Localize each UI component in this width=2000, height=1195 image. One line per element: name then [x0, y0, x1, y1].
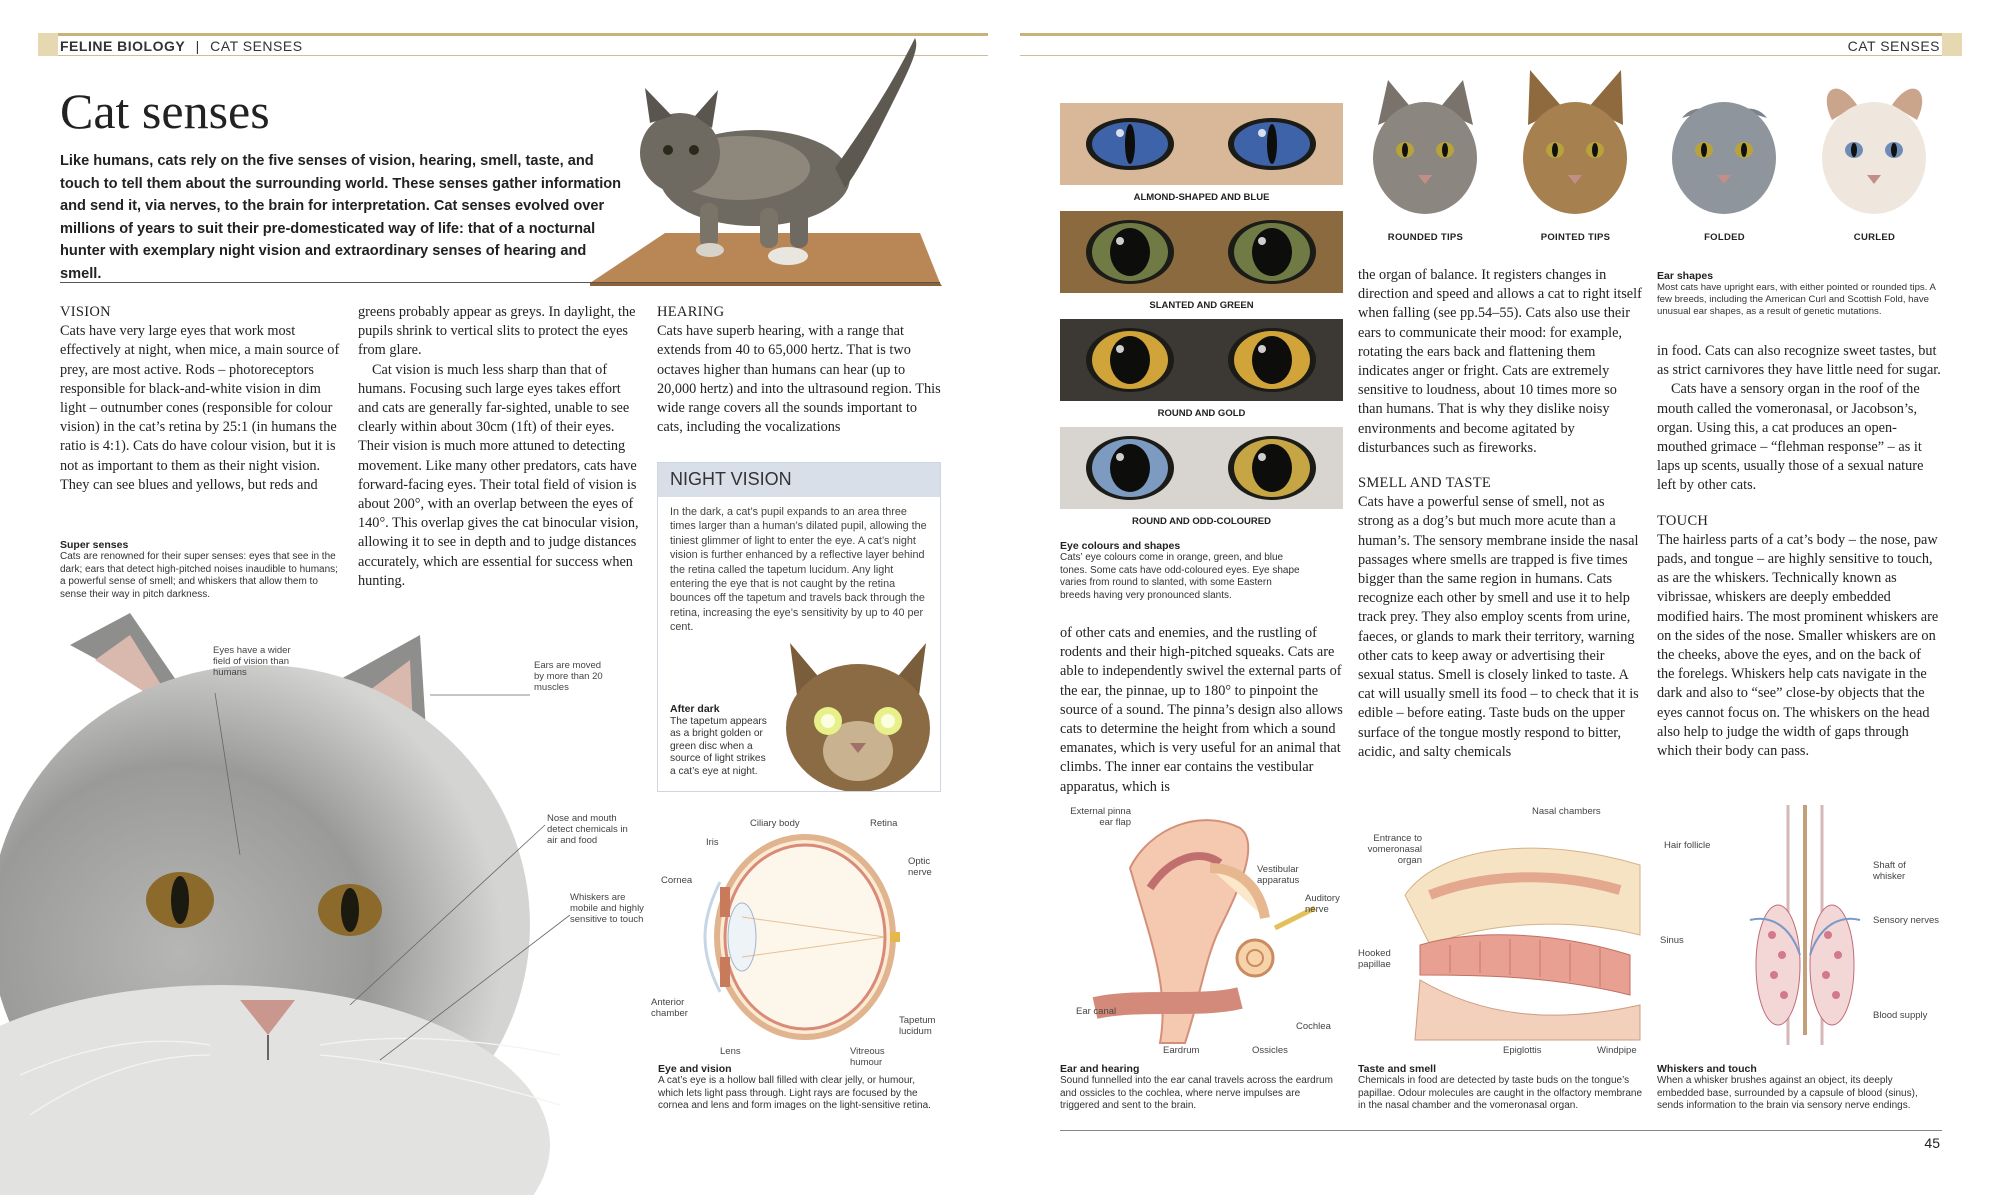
- header-rule-right: [1020, 33, 1942, 36]
- ear-anatomy-diagram: [1090, 808, 1320, 1058]
- ear-type-label: CURLED: [1853, 232, 1896, 243]
- after-dark-title: After dark: [670, 703, 720, 715]
- vision-column-2: [358, 303, 643, 591]
- eye-label-optic: Optic nerve: [908, 856, 932, 878]
- hearing-column-2: [1060, 624, 1345, 797]
- header-separator: |: [195, 38, 200, 54]
- eye-strip-label: ROUND AND GOLD: [1157, 408, 1246, 419]
- night-vision-title: NIGHT VISION: [658, 463, 940, 497]
- whiskers-touch-caption: [1657, 1063, 1942, 1113]
- taste-smell-title: Taste and smell: [1358, 1063, 1437, 1075]
- eye-label-lens: Lens: [720, 1046, 741, 1057]
- smell-label-entrance: Entrance to vomeronasal organ: [1367, 833, 1422, 866]
- taste-paragraph: in food. Cats can also recognize sweet tastes, but as strict carnivores they have little need for sugar.: [1657, 343, 1941, 379]
- eye-label-anterior: Anterior chamber: [651, 997, 688, 1019]
- eye-vision-text: A cat’s eye is a hollow ball filled with clear jelly, or humour, which lets light pass through. Light rays are focused by the cornea and lens and form images on the light-sensitive retina.: [658, 1075, 931, 1112]
- ear-type-cat-photo: [1358, 70, 1493, 220]
- ear-type-label: POINTED TIPS: [1540, 232, 1611, 243]
- vomeronasal-paragraph: Cats have a sensory organ in the roof of the mouth called the vomeronasal, or Jacobson’s, organ. Using this, a cat produces an open-mouthed grimace – “flehman response” – as it laps up scents, usually those of a sexual nature left by other cats.: [1657, 381, 1924, 494]
- vision-heading: VISION: [60, 304, 111, 320]
- eye-vision-title: Eye and vision: [658, 1063, 732, 1075]
- page-title: Cat senses: [60, 83, 270, 139]
- touch-paragraph: The hairless parts of a cat’s body – the nose, paw pads, and tongue – are highly sensitive to touch, as are the whiskers. Technically known as vibrissae, whiskers are deeply embedded modified hairs. The most prominent whiskers are on the sides of the nose. Smaller whiskers are on the cheeks, above the eyes, and on the back of the forelegs. Whiskers help cats navigate in the dark and also to “see” close-by objects that the eyes cannot focus on. The whiskers on the head also help to judge the width of gaps through which their body can pass.: [1657, 531, 1939, 760]
- eye-label-cornea: Cornea: [661, 875, 693, 886]
- eye-vision-caption: [658, 1063, 943, 1113]
- ear-label-ossicles: Ossicles: [1252, 1045, 1288, 1056]
- eye-label-retina: Retina: [870, 818, 898, 829]
- ear-label-canal: Ear canal: [1076, 1006, 1117, 1017]
- ear-type-cat-photo: [1657, 70, 1792, 220]
- page-number: 45: [1924, 1135, 1940, 1151]
- ear-hearing-text: Sound funnelled into the ear canal travels across the eardrum and ossicles to the cochlea, where nerve impulses are triggered and sent to the brain.: [1060, 1075, 1333, 1112]
- ear-label-cochlea: Cochlea: [1296, 1021, 1331, 1032]
- eye-colours-caption: [1060, 540, 1300, 602]
- smell-label-hooked: Hooked papillae: [1358, 948, 1391, 970]
- night-vision-box: [657, 462, 941, 792]
- ear-type-label: ROUNDED TIPS: [1387, 232, 1464, 243]
- whiskers-touch-text: When a whisker brushes against an object, its deeply embedded base, surrounded by a capsule of blood (sinus), sends information to the brain via sensory nerve endings.: [1657, 1075, 1918, 1112]
- ear-shapes-text: Most cats have upright ears, with either pointed or rounded tips. A few breeds, including the American Curl and Scottish Fold, have unusual ear shapes, as a result of genetic mutations.: [1657, 282, 1936, 317]
- ear-label-external: External pinna ear flap: [1070, 806, 1131, 828]
- footer-rule: [1060, 1130, 1942, 1131]
- ear-hearing-caption: [1060, 1063, 1340, 1113]
- super-senses-caption: [60, 539, 345, 601]
- intro-text: Like humans, cats rely on the five senses of vision, hearing, smell, taste, and touch to tell them about the surrounding world. These senses gather information and send it, via nerves, to the brain for interpretation. Cat senses evolved over millions of years to suit their pre-domesticated way of life: that of a nocturnal hunter with exemplary night vision and extraordinary senses of hearing and smell.: [60, 153, 622, 282]
- smell-paragraph: Cats have a powerful sense of smell, not as strong as a dog’s but much more acute than a human’s. The sensory membrane inside the nasal passages where smells are trapped is five times bigger than the same region in humans. Cats recognize each other by smell and use it to help track prey. They also employ scents from urine, faeces, or glands to mark their territory, warning other cats to keep away or advertising their sexual status. Smell is closely linked to taste. A cat will usually smell its food – to check that it is edible – before eating. Taste buds on the upper surface of the tongue mostly respond to bitter, acidic, and salty chemicals: [1358, 494, 1639, 760]
- eye-strip-photo: [1060, 103, 1343, 185]
- touch-heading: TOUCH: [1657, 512, 1709, 529]
- header-tab-left: [38, 33, 58, 56]
- vision-paragraph-1: Cats have very large eyes that work most effectively at night, when mice, a main source of prey, are most active. Rods – photoreceptors responsible for black-and-white vision in dim light – outnumber cones (responsible for colour vision) in the cat’s retina by 25:1 (in humans the ratio is 4:1). Cats do have colour vision, but it is not as important to them as their night vision. They can see blues and yellows, but reds and: [60, 323, 340, 493]
- eye-strip-label: SLANTED AND GREEN: [1149, 300, 1254, 311]
- callout-ears: Ears are moved by more than 20 muscles: [534, 660, 603, 693]
- super-senses-title: Super senses: [60, 539, 129, 551]
- vision-column-1: [60, 303, 345, 495]
- ear-label-vestibular: Vestibular apparatus: [1257, 864, 1300, 886]
- whisker-follicle-diagram: [1740, 805, 1870, 1055]
- smell-label-epiglottis: Epiglottis: [1503, 1045, 1542, 1056]
- balance-paragraph: the organ of balance. It registers changes in direction and speed and allows a cat to right itself when falling (see pp.54–55). Cats also use their ears to communicate their mood: for example, rotating the ears back and flattening them indicates anger or fright. Cats are extremely sensitive to loudness, about 10 times more so than humans. That is why they dislike noisy environments and become agitated by disturbances such as fireworks.: [1358, 267, 1642, 456]
- super-senses-text: Cats are renowned for their super senses: eyes that see in the dark; ears that detect high-pitched noises inaudible to humans; a powerful sense of smell; and whiskers that allow them to sense their way in pitch darkness.: [60, 551, 338, 600]
- callout-eyes: Eyes have a wider field of vision than humans: [213, 645, 291, 678]
- ear-hearing-title: Ear and hearing: [1060, 1063, 1140, 1075]
- nose-mouth-anatomy-diagram: [1400, 835, 1650, 1045]
- eye-label-vitreous: Vitreous humour: [850, 1046, 885, 1068]
- vision-paragraph-3: Cat vision is much less sharp than that of humans. Focusing such large eyes takes effort and cats are generally far-sighted, unable to see clearly within about 30cm (1ft) of their eyes. Their vision is much more attuned to detecting movement. Like many other predators, cats have forward-facing eyes. Their total field of vision is about 200°, with an overlap between the eyes of 140°. This overlap gives the cat binocular vision, allowing it to see in depth and to judge distances accurately, which are essential for success when hunting.: [358, 361, 639, 589]
- touch-column: [1657, 342, 1942, 761]
- header-breadcrumb: [60, 38, 303, 54]
- eye-strip-photo: [1060, 211, 1343, 293]
- whisker-label-sinus: Sinus: [1660, 935, 1684, 946]
- eye-strip-photo: [1060, 319, 1343, 401]
- eye-colours-text: Cats’ eye colours come in orange, green, and blue tones. Some cats have odd-coloured eyes. Eye shape varies from round to slanted, with some Eastern breeds having very pronounced slants.: [1060, 552, 1300, 601]
- ear-type-cat-photo: [1508, 70, 1643, 220]
- ear-shapes-caption: [1657, 270, 1942, 318]
- whisker-label-blood: Blood supply: [1873, 1010, 1928, 1021]
- eye-label-tapetum: Tapetum lucidum: [899, 1015, 936, 1037]
- header-section: FELINE BIOLOGY: [60, 38, 186, 54]
- ear-shapes-title: Ear shapes: [1657, 270, 1714, 282]
- eye-strip-label: ALMOND-SHAPED AND BLUE: [1133, 192, 1270, 203]
- hearing-heading: HEARING: [657, 304, 725, 320]
- night-vision-text: In the dark, a cat’s pupil expands to an area three times larger than a human’s dilated pupil, allowing the tiniest glimmer of light to enter the eye. A cat’s night vision is further enhanced by a reflective layer behind the retina called the tapetum lucidum. Any light entering the eye that is not caught by the retina bounces off the tapetum and travels back through the retina, increasing the eye’s sensitivity by up to 40 per cent.: [670, 506, 927, 634]
- whiskers-touch-title: Whiskers and touch: [1657, 1063, 1757, 1075]
- after-dark-text: The tapetum appears as a bright golden or green disc when a source of light strikes a cat’s eye at night.: [670, 715, 767, 777]
- callout-nose: Nose and mouth detect chemicals in air and food: [547, 813, 628, 846]
- ear-label-eardrum: Eardrum: [1163, 1045, 1200, 1056]
- header-underline-right: [1020, 55, 1942, 56]
- header-tab-right: [1942, 33, 1962, 56]
- header-topic-right: CAT SENSES: [1847, 38, 1940, 54]
- glowing-eyes-cat-photo: [778, 633, 938, 791]
- whisker-label-follicle: Hair follicle: [1664, 840, 1711, 851]
- eye-label-ciliary: Ciliary body: [750, 818, 800, 829]
- hearing-column: [657, 303, 942, 437]
- smell-label-nasal: Nasal chambers: [1532, 806, 1601, 817]
- ear-type-cat-photo: [1807, 70, 1942, 220]
- callout-whiskers: Whiskers are mobile and highly sensitive to touch: [570, 892, 644, 925]
- header-topic-left: CAT SENSES: [210, 38, 303, 54]
- hearing-paragraph-2: of other cats and enemies, and the rustling of rodents and their high-pitched squeaks. Cats are able to independently swivel the external parts of the ear, the pinnae, up to 180° to pinpoint the source of a sound. The pinna’s design also allows cats to determine the height from which a sound emanates, which is very useful for an animal that climbs. The inner ear contains the vestibular apparatus, which is: [1060, 625, 1343, 795]
- eye-strip-photo: [1060, 427, 1343, 509]
- whisker-label-sensory: Sensory nerves: [1873, 915, 1940, 926]
- vision-paragraph-2: greens probably appear as greys. In daylight, the pupils shrink to vertical slits to protect the eyes from glare.: [358, 304, 636, 359]
- eye-anatomy-diagram: [690, 822, 900, 1052]
- eye-colours-title: Eye colours and shapes: [1060, 540, 1181, 552]
- hearing-paragraph-1: Cats have superb hearing, with a range that extends from 40 to 65,000 hertz. That is two octaves higher than humans can hear (up to 20,000 hertz) and into the ultrasound region. This wide range covers all the sounds important to cats, including the vocalizations: [657, 323, 941, 436]
- intro-divider: [60, 282, 940, 283]
- eye-label-iris: Iris: [706, 837, 719, 848]
- whisker-label-shaft: Shaft of whisker: [1873, 860, 1906, 882]
- ear-type-label: FOLDED: [1704, 232, 1745, 243]
- smell-heading: SMELL AND TASTE: [1358, 475, 1492, 492]
- taste-smell-caption: [1358, 1063, 1643, 1113]
- hearing-smell-column: [1358, 266, 1643, 762]
- ear-label-auditory: Auditory nerve: [1305, 893, 1340, 915]
- kitten-photo: [590, 28, 945, 286]
- eye-strip-label: ROUND AND ODD-COLOURED: [1132, 516, 1271, 527]
- taste-smell-text: Chemicals in food are detected by taste buds on the tongue’s papillae. Odour molecules are caught in the olfactory membrane in the nasal chamber and the vomeronasal organ.: [1358, 1075, 1643, 1112]
- smell-label-windpipe: Windpipe: [1597, 1045, 1637, 1056]
